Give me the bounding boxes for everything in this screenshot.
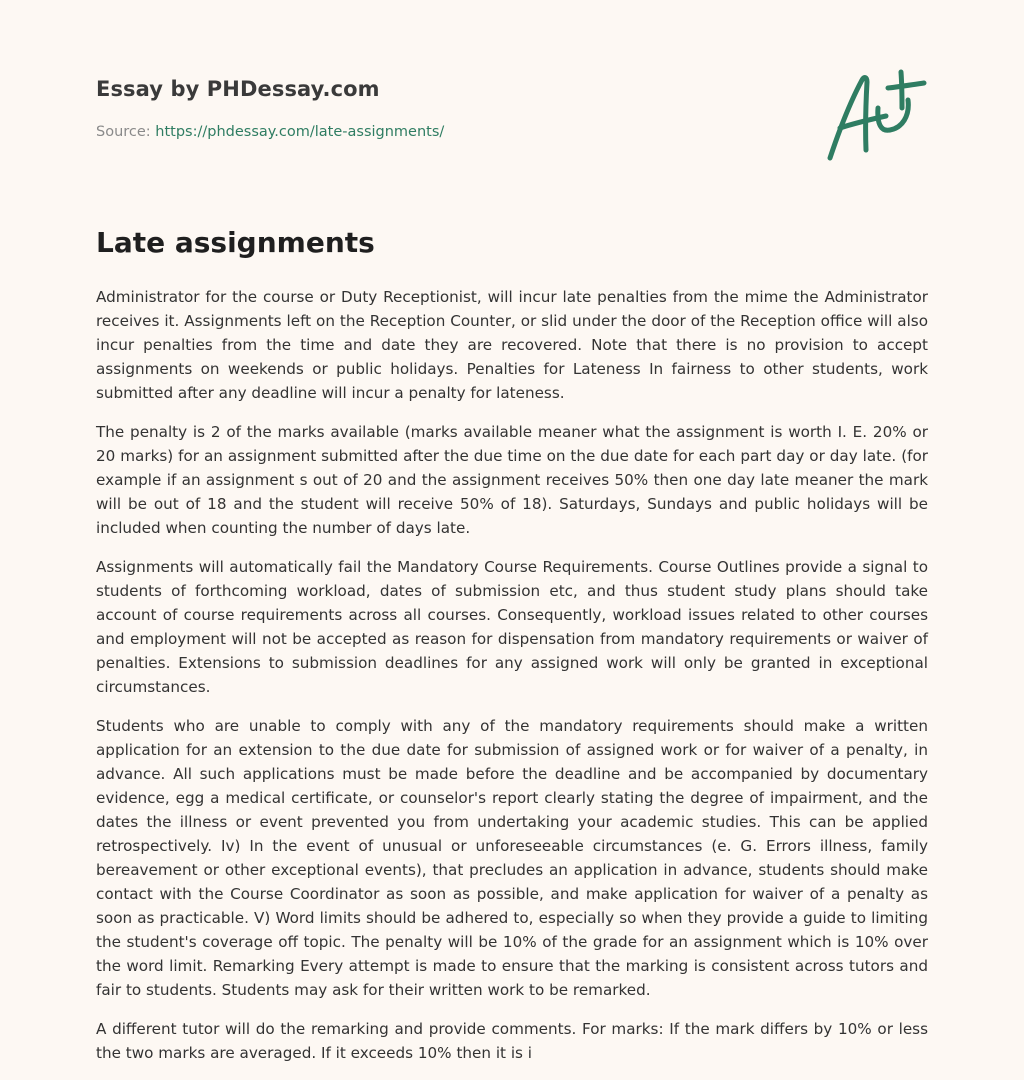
source-label: Source: [96,124,156,140]
essay-paragraph: A different tutor will do the remarking and provide comments. For marks: If the mark differs by 10% or less the two marks are averaged. If it exceeds 10% then it is i [96,1020,928,1062]
source-link[interactable]: https://phdessay.com/late-assignments/ [155,124,445,140]
essay-paragraph: The penalty is 2 of the marks available (marks available meaner what the assignment is worth I. E. 20% or 20 marks) for an assignment submitted after the due time on the due date for each part day or day late. (for example if an assignment s out of 20 and the assignment receives 50% then one day late meaner the mark will be out of 18 and the student will receive 50% of 18). Saturdays, Sundays and public holidays will be included when counting the number of days late. [96,423,928,537]
essay-body [96,285,928,1080]
essay-paragraph: Assignments will automatically fail the Mandatory Course Requirements. Course Outlines provide a signal to students of forthcoming workload, dates of submission etc, and thus student study plans should take account of course requirements across all courses. Consequently, workload issues related to other courses and employment will not be accepted as reason for dispensation from mandatory requirements or waiver of penalties. Extensions to submission deadlines for any assigned work will only be granted in exceptional circumstances. [96,558,928,696]
source-line [96,124,444,140]
essay-title: Late assignments [96,226,375,259]
essay-paragraph: Students who are unable to comply with any of the mandatory requirements should make a written application for an extension to the due date for submission of assigned work or for waiver of a penalty, in advance. All such applications must be made before the deadline and be accompanied by documentary evidence, egg a medical certificate, or counselor's report clearly stating the degree of impairment, and the dates the illness or event prevented you from undertaking your academic studies. This can be applied retrospectively. Iv) In the event of unusual or unforeseeable circumstances (e. G. Errors illness, family bereavement or other exceptional events), that precludes an application in advance, students should make contact with the Course Coordinator as soon as possible, and make application for waiver of a penalty as soon as practicable. V) Word limits should be adhered to, especially so when they provide a guide to limiting the student's coverage off topic. The penalty will be 10% of the grade for an assignment which is 10% over the word limit. Remarking Every attempt is made to ensure that the marking is consistent across tutors and fair to students. Students may ask for their written work to be remarked. [96,717,928,999]
site-title: Essay by PHDessay.com [96,77,380,101]
a-plus-logo-icon [822,68,932,166]
essay-paragraph: Administrator for the course or Duty Receptionist, will incur late penalties from the mime the Administrator receives it. Assignments left on the Reception Counter, or slid under the door of the Reception office will also incur penalties from the time and date they are recovered. Note that there is no provision to accept assignments on weekends or public holidays. Penalties for Lateness In fairness to other students, work submitted after any deadline will incur a penalty for lateness. [96,288,928,402]
